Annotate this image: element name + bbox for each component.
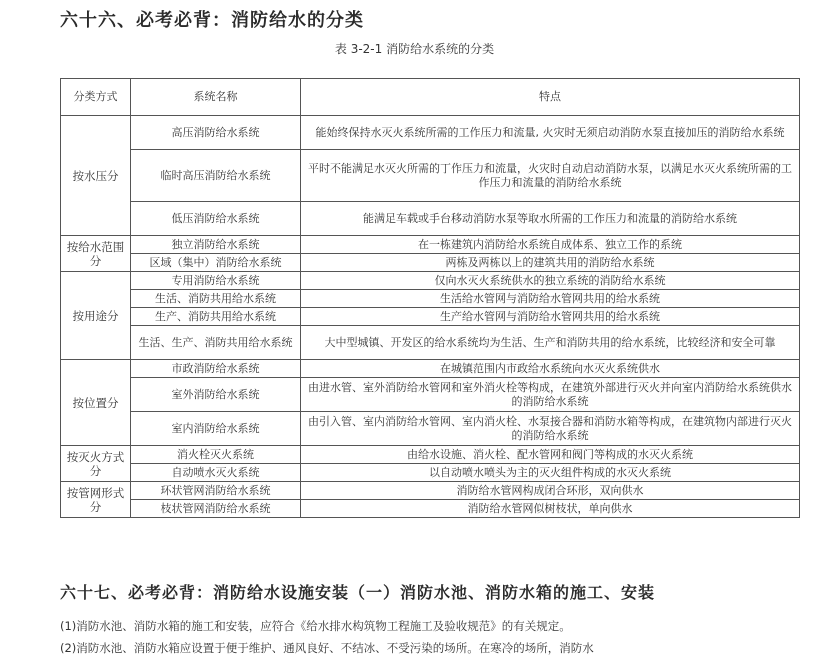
table-row [61,116,800,150]
table-row [61,308,800,326]
system-name-cell: 独立消防给水系统 [131,236,301,254]
table-row [61,254,800,272]
table-row [61,202,800,236]
table-caption: 表 3-2-1 消防给水系统的分类 [334,42,495,56]
header-category: 分类方式 [61,79,131,116]
table-body [61,116,800,518]
paragraph-2: (2)消防水池、消防水箱应设置于便于维护、通风良好、不结冰、不受污染的场所。在寒冷的场所，消防水 [60,641,594,655]
category-cell: 按水压分 [61,116,131,236]
feature-cell: 能始终保持水灭火系统所需的工作压力和流量, 火灾时无须启动消防水泵直接加压的消防给水系统 [301,116,800,150]
feature-cell: 由进水管、室外消防给水管网和室外消火栓等构成，在建筑外部进行灭火并向室内消防给水系统供水的消防给水系统 [301,378,800,412]
category-cell: 按灭火方式分 [61,446,131,482]
table-row [61,360,800,378]
table-row [61,482,800,500]
section-heading-67: 六十七、必考必背：消防给水设施安装（一）消防水池、消防水箱的施工、安装 [60,583,656,602]
feature-cell: 消防给水管网似树枝状，单向供水 [301,500,800,518]
feature-cell: 能满足车载或手台移动消防水泵等取水所需的工作压力和流量的消防给水系统 [301,202,800,236]
feature-cell: 平时不能满足水灭火所需的丁作压力和流量，火灾时自动启动消防水泵，以满足水灭火系统所需的工作压力和流量的消防给水系统 [301,150,800,202]
system-name-cell: 低压消防给水系统 [131,202,301,236]
feature-cell: 消防给水管网构成闭合环形，双向供水 [301,482,800,500]
table-row [61,290,800,308]
category-cell: 按用途分 [61,272,131,360]
header-feature: 特点 [301,79,800,116]
table-row [61,236,800,254]
fire-water-supply-classification-table [60,78,800,518]
category-cell: 按管网形式分 [61,482,131,518]
table-row [61,150,800,202]
system-name-cell: 生活、消防共用给水系统 [131,290,301,308]
system-name-cell: 室内消防给水系统 [131,412,301,446]
feature-cell: 仅向水灭火系统供水的独立系统的消防给水系统 [301,272,800,290]
table-row [61,412,800,446]
category-cell: 按给水范围分 [61,236,131,272]
feature-cell: 在城镇范围内市政给水系统向水灭火系统供水 [301,360,800,378]
system-name-cell: 自动喷水灭火系统 [131,464,301,482]
feature-cell: 生产给水管网与消防给水管网共用的给水系统 [301,308,800,326]
system-name-cell: 枝状管网消防给水系统 [131,500,301,518]
table-row [61,326,800,360]
system-name-cell: 室外消防给水系统 [131,378,301,412]
system-name-cell: 消火栓灭火系统 [131,446,301,464]
table-header-row [61,79,800,116]
table-row [61,446,800,464]
paragraph-1: (1)消防水池、消防水箱的施工和安装，应符合《给水排水构筑物工程施工及验收规范》的有关规定。 [60,619,571,633]
feature-cell: 由引入管、室内消防给水管网、室内消火栓、水泵接合器和消防水箱等构成，在建筑物内部进行灭火的消防给水系统 [301,412,800,446]
page-heading: 六十六、必考必背：消防给水的分类 [60,10,364,31]
system-name-cell: 高压消防给水系统 [131,116,301,150]
system-name-cell: 环状管网消防给水系统 [131,482,301,500]
category-cell: 按位置分 [61,360,131,446]
feature-cell: 在一栋建筑内消防给水系统自成体系、独立工作的系统 [301,236,800,254]
system-name-cell: 区域（集中）消防给水系统 [131,254,301,272]
feature-cell: 两栋及两栋以上的建筑共用的消防给水系统 [301,254,800,272]
feature-cell: 以自动喷水喷头为主的灭火组件构成的水灭火系统 [301,464,800,482]
system-name-cell: 生产、消防共用给水系统 [131,308,301,326]
table-row [61,378,800,412]
system-name-cell: 临时高压消防给水系统 [131,150,301,202]
feature-cell: 生活给水管网与消防给水管网共用的给水系统 [301,290,800,308]
system-name-cell: 市政消防给水系统 [131,360,301,378]
feature-cell: 大中型城镇、开发区的给水系统均为生活、生产和消防共用的给水系统，比较经济和安全可靠 [301,326,800,360]
system-name-cell: 生活、生产、消防共用给水系统 [131,326,301,360]
feature-cell: 由给水设施、消火栓、配水管网和阀门等构成的水灭火系统 [301,446,800,464]
system-name-cell: 专用消防给水系统 [131,272,301,290]
table-row [61,464,800,482]
table-row [61,272,800,290]
header-system-name: 系统名称 [131,79,301,116]
table-row [61,500,800,518]
